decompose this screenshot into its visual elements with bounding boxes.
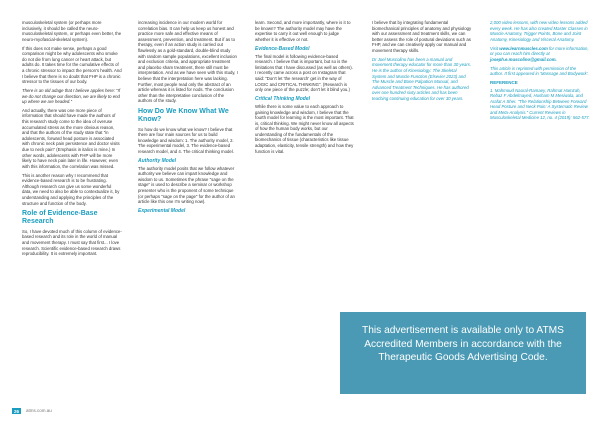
author-bio-continued: 2,000 video lessons, with new video lessons added every week. He has also created Master Classes in Muscle Anatomy, Trigger Points, Bone and Joint Anatomy, Kinesiology and Visceral Anatomy.: [490, 20, 588, 42]
advertisement-text: This advertisement is available only to ATMS Accredited Members in accordance with the Therapeutic Goods Advertising Code.: [362, 325, 564, 363]
paragraph: If this does not make sense, perhaps a good comparison might be why adolescents who smoke do not die from lung cancer or heart attack, but adults do. It takes time for the cumulative effects of a chronic stressor to impact the person's health. And I believe that there is no doubt that FHP is a chronic stressor to the tissues of our body.: [22, 45, 122, 85]
column-2: [138, 20, 238, 216]
column-3: [255, 20, 355, 157]
paragraph: increasing incidence in our modern world for correlation bias. It can help us keep us honest and practice more safe and effective means of assessment, prevention, and treatment. But if as to therapy, even if an action study is carried out flawlessly as a gold-standard, double-blind study with random sample populations, excellent inclusion and exclusion criteria, and appropriate treatment and placebo sham treatment, there still must be interpretation. And as we have seen with this study, I believe that the interpretation here was lacking. Further, most people read only the abstract of an article whereas it is listed for nods. The conclusion other than the interpretative conclusion of the authors of the study.: [138, 20, 238, 104]
paragraph: While there is some value to each approach to gaining knowledge and wisdom, I believe that the fourth model for learning is the most important. That is, critical thinking. We might never know all aspects of how the human body works, but our understanding of the fundamentals of the biomechanics of tissue (characteristics like tissue adaptation, elasticity, tensile strength) and how they function is vital.: [255, 103, 354, 154]
paragraph: The authority model posits that we follow whatever authority we believe can impart knowledge and wisdom to us. Sometimes the phrase "sage on the stage" is used to describe a seminar or workshop presenter who is the proponent of some technique (or perhaps "sage on the page" for the author of an article like this one I'm writing now).: [138, 165, 235, 205]
page-footer: [0, 400, 600, 424]
section-heading: Role of Evidence-Base Research: [22, 210, 98, 225]
paragraph: I believe that by integrating fundamental biomechanical principles of anatomy and physiology with our assessment and treatment skills, we can better assess the role of postural deviations such as FHP, and we can creatively apply our manual and movement therapy skills.: [372, 20, 472, 53]
paragraph: musculoskeletal system (or perhaps more inclusively, it should be called the neuro-musculoskeletal system, or perhaps even better, the neuro-myofascial-skeletal system).: [22, 20, 122, 42]
column-4: [372, 20, 472, 105]
column-5: [490, 20, 590, 124]
email-link[interactable]: joseph.e.muscolino@gmail.com.: [490, 56, 557, 62]
reference-heading: REFERENCE: [490, 79, 518, 85]
paragraph: The final model is following evidence-based research. I believe that is important, but so is the limitations that I have discussed (as well as others). I recently came across a post on Instagram that said: "Don't let 'the research' get in the way of LOGIC and CRITICAL THINKING". (Research is only one piece of the puzzle; don't let it blind you.): [255, 53, 353, 93]
visit-line: [490, 46, 590, 63]
reference-entry: 1. Mahmoud Naoral-Ramaey, Rahmat Hamzah, Rebaz F Abdelmayed, Husham M Mesiwala, and Arafat A Sher. "The Relationship Between Forward Head Posture and Neck Pain: A Systematic Review and Meta-Analysis." Current Reviews in Musculoskeletal Medicine 12, no. 4 (2019): 562-577.: [490, 87, 590, 121]
footer-site: atms.com.au: [26, 408, 52, 413]
subsection-heading: Experimental Model: [138, 208, 186, 214]
paragraph: So how do we know what we know? I believe that there are four main sources for us to build knowledge and wisdom: 1. The authority model, 2. The experimental model, 3. The evidence-based research model, and 4. The critical thinking model.: [138, 126, 234, 154]
author-bio: Dr Joel Muscolino has been a manual and movement therapy educator for more than 30 years. He is the author of Kinesiology: The Skeletal System and Muscle Function (Elsevier 2023) and The Muscle and Bone Palpation Manual, and Advanced Treatment Techniques. He has authored over one hundred sixty articles and has been teaching continuing education for over 30 years.: [372, 56, 472, 101]
paragraph: This is another reason why I recommend that evidence-based research is to be frustrating. Although research can give us some wonderful data, we need to also be able to contextualize it, by understanding and applying the principles of the structure and function of the body.: [22, 172, 120, 206]
paragraph: There is an old adage that I believe applies here: "If we do not change our direction, we are likely to end up where we are headed.": [22, 87, 121, 105]
visit-suffix: for more information, or you can reach him directly at: [490, 45, 589, 57]
visit-prefix: Visit: [490, 45, 500, 51]
paragraph: learn. Second, and more importantly, where is it to be known? The authority model may have the expertise to carry it out well enough to judge whether it is effective or not.: [255, 20, 351, 42]
column-1: [22, 20, 122, 260]
section-heading: How Do We Know What We Know?: [138, 107, 229, 123]
paragraph: And actually, there was one more piece of information that should have made the authors of this research study come to the idea of overuse accumulated stress as the more obvious reason, and that the authors of the study state that "in adolescents, forward head posture is associated with chronic neck pain persistence and doctor visits due to neck pain" (Emphasis in italics is mine.) In other words, adolescents with FHP will be more likely to have neck pain later in life. However, even with this information, the correlation was missed.: [22, 107, 120, 169]
website-link[interactable]: www.learnmuscles.com: [499, 45, 548, 51]
subsection-heading: Critical Thinking Model: [255, 95, 311, 102]
subsection-heading: Authority Model: [138, 157, 177, 164]
reprint-note: This article is reprinted with permission of the author. It first appeared in 'Massage and Bodywork'.: [490, 65, 589, 77]
page-number: 26: [14, 408, 20, 414]
advertisement-notice: [340, 312, 586, 394]
subsection-heading: Evidence-Based Model: [255, 45, 310, 52]
paragraph: So, I have devoted much of this column of evidence-based research and its role in the world of manual and movement therapy. I must say that first... I love research. Scientific evidence-based research draws reproducibility. It is extremely important.: [22, 228, 122, 257]
